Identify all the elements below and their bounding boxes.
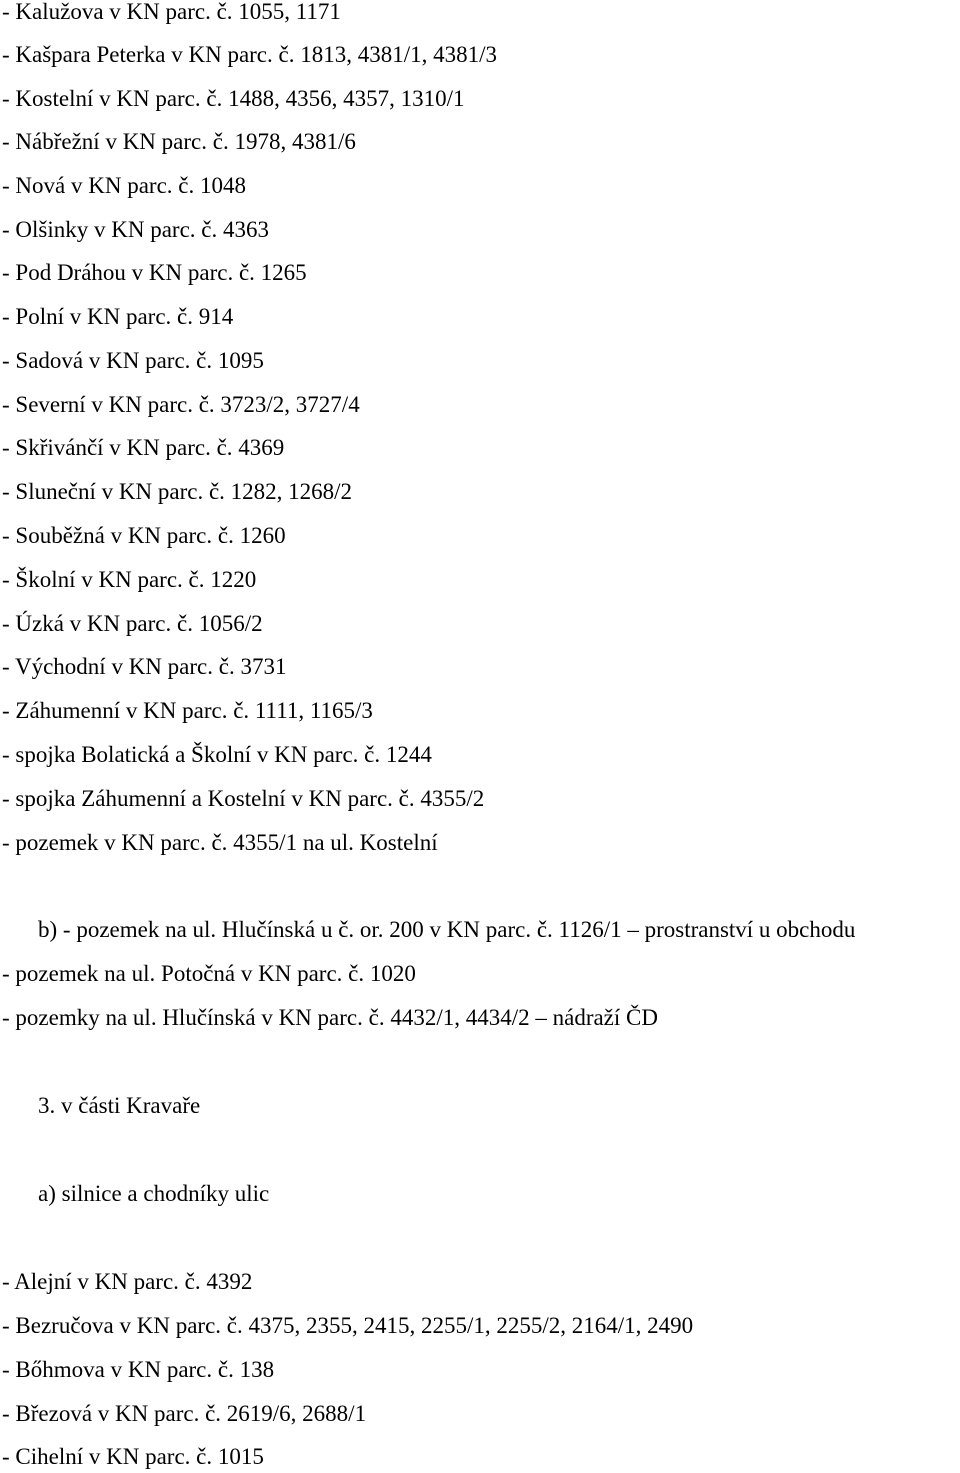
street-line: - Záhumenní v KN parc. č. 1111, 1165/3 [2,698,373,723]
street-line: - Cihelní v KN parc. č. 1015 [2,1444,264,1469]
street-line: - spojka Bolatická a Školní v KN parc. č. 1244 [2,742,432,767]
section-b-line: - pozemek na ul. Potočná v KN parc. č. 1020 [2,961,416,986]
subsection-heading: a) silnice a chodníky ulic [38,1181,270,1206]
street-line: - pozemek v KN parc. č. 4355/1 na ul. Kostelní [2,830,438,855]
street-line: - Kalužova v KN parc. č. 1055, 1171 [2,0,341,24]
street-line: - Polní v KN parc. č. 914 [2,304,234,329]
street-line: - Bezručova v KN parc. č. 4375, 2355, 2415, 2255/1, 2255/2, 2164/1, 2490 [2,1313,694,1338]
street-line: - Březová v KN parc. č. 2619/6, 2688/1 [2,1401,367,1426]
street-line: - Olšinky v KN parc. č. 4363 [2,217,270,242]
street-line: - Skřivánčí v KN parc. č. 4369 [2,435,285,460]
street-line: - Severní v KN parc. č. 3723/2, 3727/4 [2,392,360,417]
street-line: - Souběžná v KN parc. č. 1260 [2,523,286,548]
section-b-line: b) - pozemek na ul. Hlučínská u č. or. 200 v KN parc. č. 1126/1 – prostranství u obchodu [38,917,856,942]
street-line: - Sluneční v KN parc. č. 1282, 1268/2 [2,479,353,504]
street-line: - Kostelní v KN parc. č. 1488, 4356, 4357, 1310/1 [2,86,465,111]
street-line: - Alejní v KN parc. č. 4392 [2,1269,253,1294]
street-line: - Pod Dráhou v KN parc. č. 1265 [2,260,307,285]
street-line: - Sadová v KN parc. č. 1095 [2,348,264,373]
street-line: - Školní v KN parc. č. 1220 [2,567,257,592]
street-line: - Kašpara Peterka v KN parc. č. 1813, 4381/1, 4381/3 [2,42,498,67]
street-line: - spojka Záhumenní a Kostelní v KN parc. č. 4355/2 [2,786,485,811]
section-heading: 3. v části Kravaře [38,1093,201,1118]
street-line: - Nová v KN parc. č. 1048 [2,173,246,198]
street-line: - Úzká v KN parc. č. 1056/2 [2,611,263,636]
street-line: - Bőhmova v KN parc. č. 138 [2,1357,275,1382]
section-b-line: - pozemky na ul. Hlučínská v KN parc. č. 4432/1, 4434/2 – nádraží ČD [2,1005,658,1030]
street-line: - Nábřežní v KN parc. č. 1978, 4381/6 [2,129,356,154]
street-line: - Východní v KN parc. č. 3731 [2,654,287,679]
